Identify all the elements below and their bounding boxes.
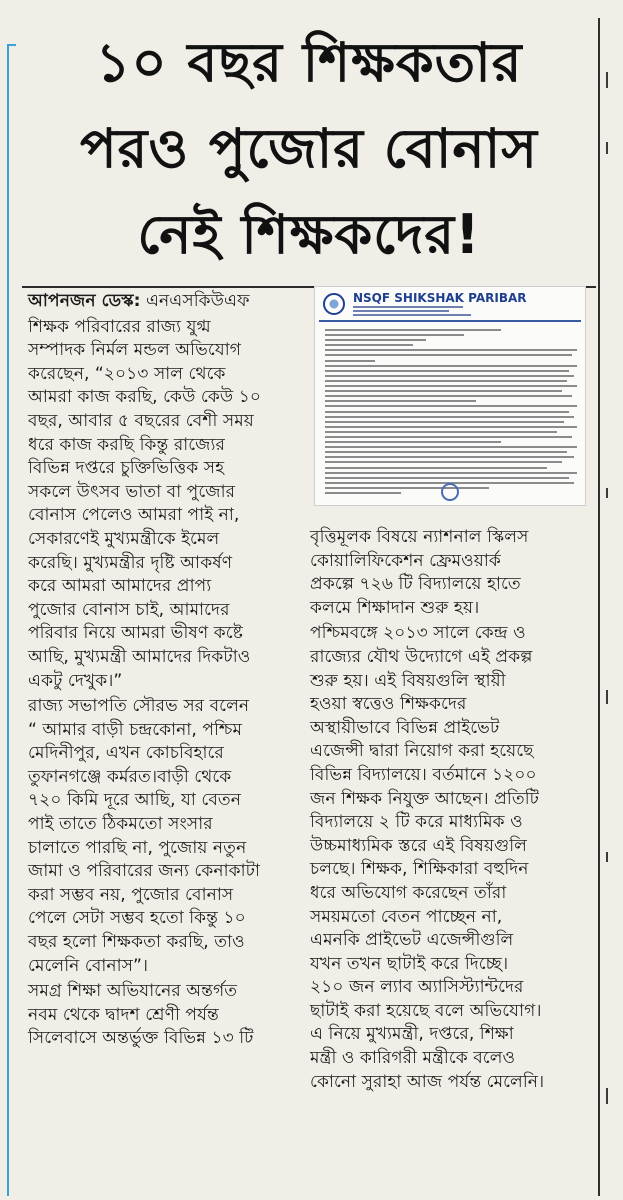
text-line: সকলে উৎসব ভাতা বা পুজোর [28,481,236,502]
text-line: ধরে কাজ করছি কিন্তু রাজ্যের [28,434,225,455]
text-line: চালাতে পারছি না, পুজোয় নতুন [28,837,247,858]
text-line: মেদিনীপুর, এখন কোচবিহারে [28,743,224,764]
embedded-letter-image [314,286,586,506]
text-line: উচ্চমাধ্যমিক স্তরে এই বিষয়গুলি [310,835,527,856]
text-line: এজেন্সী দ্বারা নিয়োগ করা হয়েছে [310,741,534,762]
text-line: ছাটাই করা হয়েছে বলে অভিযোগ। [310,1000,542,1021]
text-line: পরিবার নিয়ে আমরা ভীষণ কষ্টে [28,623,243,644]
text-line: সেকারণেই মুখ্যমন্ত্রীকে ইমেল [28,528,220,549]
text-line: কলমে শিক্ষাদান শুরু হয়। [310,597,480,618]
text-line: মেলেনি বোনাস”। [28,955,149,976]
letterhead-title: NSQF SHIKSHAK PARIBAR [353,291,527,305]
text-line: রাজ্য সভাপতি সৌরভ সর বলেন [28,696,250,717]
headline-line: পরও পুজোর বোনাস [80,117,538,180]
text-line: এনএসকিউএফ [140,291,250,311]
text-line: কোনো সুরাহা আজ পর্যন্ত মেলেনি। [310,1071,545,1092]
seal-stamp-icon [441,483,459,501]
text-line: পেলে সেটা সম্ভব হতো কিন্তু ১০ [28,908,246,929]
text-line: বিদ্যালয়ে ২ টি করে মাধ্যমিক ও [310,812,523,833]
text-line: করেছেন, “২০১৩ সাল থেকে [28,363,226,384]
text-line: বিভিন্ন বিদ্যালয়ে। বর্তমানে ১২০০ [310,764,537,785]
headline-line: নেই শিক্ষকদের! [137,203,481,266]
text-line: মন্ত্রী ও কারিগরী মন্ত্রীকে বলেও [310,1048,516,1069]
text-line: সময়মতো বেতন পাচ্ছেন না, [310,906,503,927]
text-line: পাই তাতে ঠিকমতো সংসার [28,814,213,835]
text-line: জন শিক্ষক নিযুক্ত আছেন। প্রতিটি [310,788,539,809]
headline-line: ১০ বছর শিক্ষকতার [95,31,523,94]
letter-body-text [325,329,577,497]
text-line: বছর হলো শিক্ষকতা করছি, তাও [28,932,245,953]
text-line: কোয়ালিফিকেশন ফ্রেমওয়ার্ক [310,550,501,571]
text-line: সমগ্র শিক্ষা অভিযানের অন্তর্গত [28,981,238,1002]
frame-bracket [7,44,16,1196]
text-line: এ নিয়ে মুখ্যমন্ত্রী, দপ্তরে, শিক্ষা [310,1024,514,1045]
text-line: করা সম্ভব নয়, পুজোর বোনাস [28,884,234,905]
text-line: হওয়া স্বত্তেও শিক্ষকদের [310,694,467,715]
text-line: “ আমার বাড়ী চন্দ্রকোনা, পশ্চিম [28,719,243,740]
text-line: সম্পাদক নির্মল মন্ডল অভিযোগ [28,340,241,361]
text-line: একটু দেখুক।” [28,670,123,691]
text-line: বোনাস পেলেও আমরা পাই না, [28,505,240,526]
letterhead-band [319,320,581,322]
text-line: চলছে। শিক্ষক, শিক্ষিকারা বহুদিন [310,859,529,880]
text-line: শুরু হয়। এই বিষয়গুলি স্থায়ী [310,670,506,691]
text-line: বছর, আবার ৫ বছরের বেশী সময় [28,410,254,431]
text-line: আছি, মুখ্যমন্ত্রী আমাদের দিকটাও [28,646,251,667]
text-line: ধরে অভিযোগ করেছেন তাঁরা [310,882,507,903]
page-edge-marks [603,0,623,1200]
text-line: করেছি। মুখ্যমন্ত্রীর দৃষ্টি আকর্ষণ [28,552,233,573]
article-column-left [28,290,298,1051]
text-line: রাজ্যের যৌথ উদ্যোগে এই প্রকল্প [310,646,533,667]
text-line: ২১০ জন ল্যাব অ্যাসিস্ট্যান্টদের [310,977,524,998]
headline [22,20,596,278]
text-line: এমনকি প্রাইভেট এজেন্সীগুলি [310,930,514,951]
text-line: বিভিন্ন দপ্তরে চুক্তিভিত্তিক সহ [28,458,225,479]
letterhead [321,291,581,319]
text-line: পশ্চিমবঙ্গে ২০১৩ সালে কেন্দ্র ও [310,623,526,644]
text-line: বৃত্তিমূলক বিষয়ে ন্যাশনাল স্কিলস [310,527,529,547]
text-line: নবম থেকে দ্বাদশ শ্রেণী পর্যন্ত [28,1004,219,1025]
organization-logo-icon [323,293,345,315]
text-line: ৭২০ কিমি দূরে আছি, যা বেতন [28,790,242,811]
byline: আপনজন ডেস্ক: [28,291,141,311]
text-line: যখন তখন ছাটাই করে দিচ্ছে। [310,953,509,974]
text-line: জামা ও পরিবারের জন্য কেনাকাটা [28,861,261,882]
text-line: সিলেবাসে অন্তর্ভুক্ত বিভিন্ন ১৩ টি [28,1028,254,1049]
text-line: আমরা কাজ করছি, কেউ কেউ ১০ [28,387,262,408]
text-line: করে আমরা আমাদের প্রাপ্য [28,576,212,597]
letterhead-address [353,306,473,318]
text-line: পুজোর বোনাস চাই, আমাদের [28,599,230,620]
article-column-right [310,526,595,1094]
text-line: প্রকল্পে ৭২৬ টি বিদ্যালয়ে হাতে [310,574,521,595]
text-line: শিক্ষক পরিবারের রাজ্য যুগ্ম [28,316,211,337]
column-rule-vertical [598,18,600,1196]
text-line: অস্থায়ীভাবে বিভিন্ন প্রাইভেট [310,717,500,738]
text-line: তুফানগঞ্জে কর্মরত।বাড়ী থেকে [28,766,232,787]
